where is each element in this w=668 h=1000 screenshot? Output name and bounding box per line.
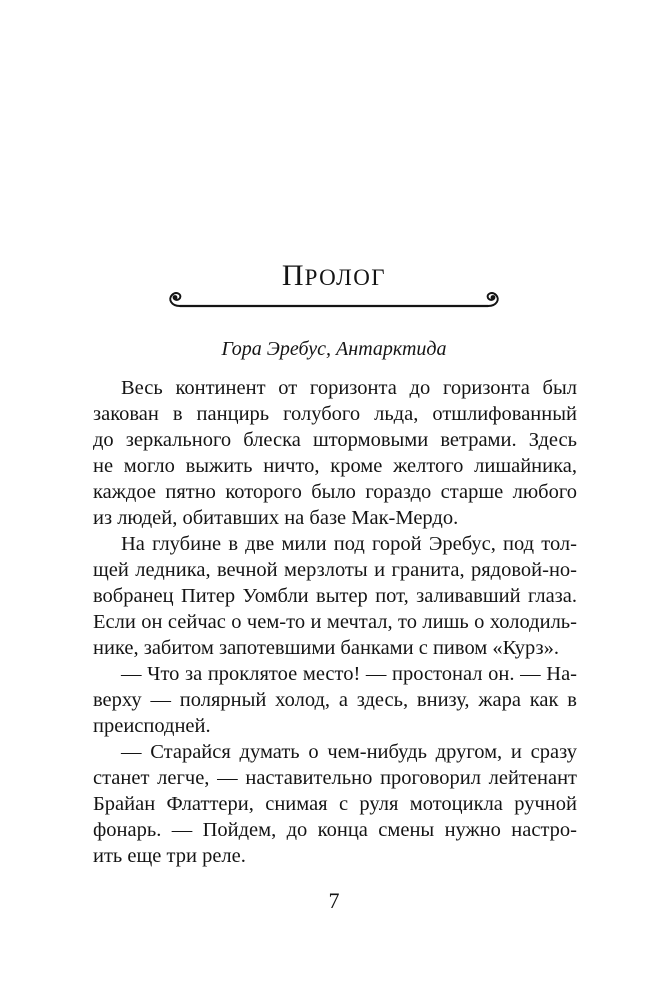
text-line: ить еще три реле.	[93, 845, 246, 867]
ornament-divider-icon	[164, 288, 504, 314]
chapter-title-initial: П	[281, 259, 305, 292]
text-line: Брайан Флаттери, снимая с руля мотоцикла ручной	[93, 793, 577, 815]
text-line: Весь континент от горизонта до горизонта был	[121, 377, 577, 399]
text-line: закован в панцирь голубого льда, отшлифованный	[93, 403, 577, 425]
location-subtitle: Гора Эребус, Антарктида	[221, 338, 447, 360]
text-line: вобранец Питер Уомбли вытер пот, заливавший глаза.	[93, 585, 577, 607]
text-line: не могло выжить ничто, кроме желтого лишайника,	[93, 455, 577, 477]
text-line: На глубине в две мили под горой Эребус, под тол-	[121, 533, 577, 555]
text-line: верху — полярный холод, а здесь, внизу, жара как в	[93, 689, 577, 711]
text-line: — Старайся думать о чем-нибудь другом, и сразу	[121, 741, 577, 763]
page-number: 7	[328, 888, 340, 913]
body-text	[93, 375, 577, 869]
text-line: щей ледника, вечной мерзлоты и гранита, рядовой-но-	[93, 559, 577, 581]
text-line: нике, забитом запотевшими банками с пивом «Курз».	[93, 637, 560, 659]
text-line: каждое пятно которого было гораздо старше любого	[93, 481, 577, 503]
text-line: из людей, обитавших на базе Мак-Мердо.	[93, 507, 459, 529]
text-line: преисподней.	[93, 715, 211, 737]
text-line: — Что за проклятое место! — простонал он. — На-	[121, 663, 577, 685]
chapter-title-rest: РОЛОГ	[304, 265, 387, 290]
text-line: Если он сейчас о чем-то и мечтал, то лишь о холодиль-	[93, 611, 577, 633]
text-line: станет легче, — наставительно проговорил лейтенант	[93, 767, 577, 789]
text-line: до зеркального блеска штормовыми ветрами. Здесь	[93, 429, 577, 451]
text-line: фонарь. — Пойдем, до конца смены нужно настро-	[93, 819, 577, 841]
